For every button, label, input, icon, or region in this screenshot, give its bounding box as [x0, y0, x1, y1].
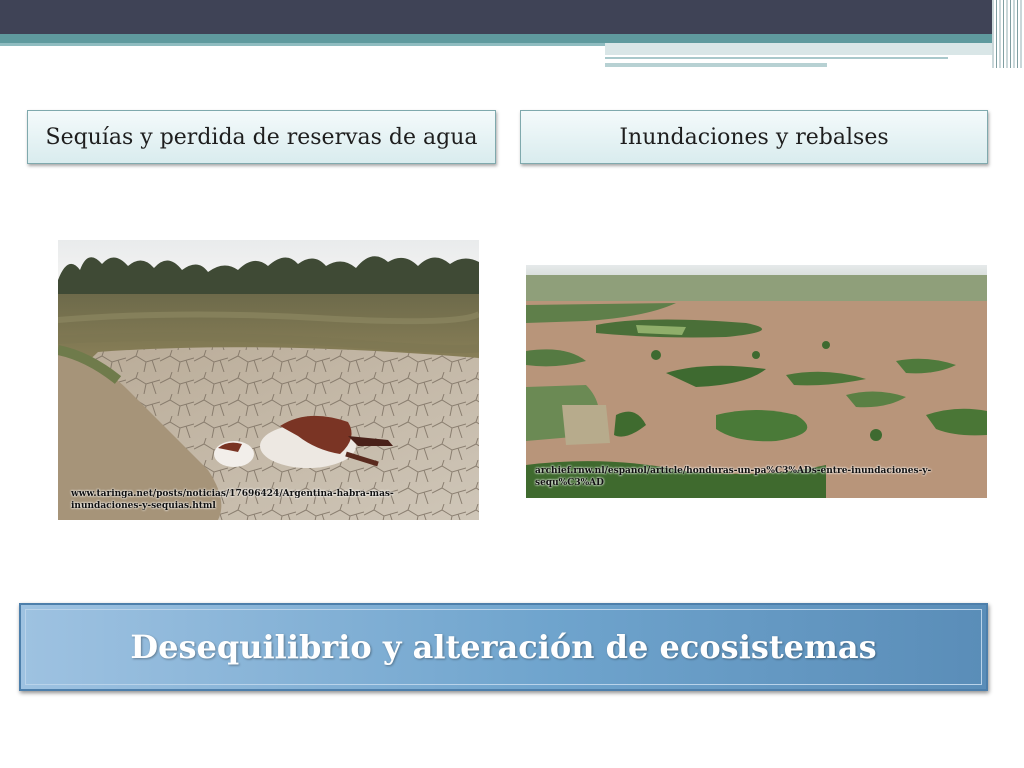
header-accent-band: [0, 34, 1024, 43]
caption-floods-text: Inundaciones y rebalses: [619, 124, 889, 150]
drought-photo-illustration: [58, 240, 479, 520]
header-band: [0, 0, 1024, 34]
caption-droughts: [27, 110, 496, 164]
header-accent-line: [605, 63, 827, 67]
header-accent-line: [0, 43, 605, 46]
flood-photo-credit: archief.rnw.nl/espanol/article/honduras-un-pa%C3%ADs-entre-inundaciones-y-sequ%C3%AD: [535, 466, 932, 488]
flood-photo-illustration: [526, 265, 987, 498]
caption-floods: [520, 110, 988, 164]
drought-photo: [58, 240, 479, 520]
header-accent-line: [605, 43, 1000, 55]
header-edge-stripes: [992, 0, 1024, 68]
drought-photo-credit: www.taringa.net/posts/noticias/17696424/Argentina-habra-mas-inundaciones-y-sequias.html: [71, 489, 394, 511]
banner-title: Desequilibrio y alteración de ecosistemas: [130, 628, 877, 666]
caption-droughts-text: Sequías y perdida de reservas de agua: [45, 124, 478, 150]
header-accent-line: [605, 57, 948, 59]
conclusion-banner: [19, 603, 988, 691]
flood-photo: [526, 265, 987, 498]
